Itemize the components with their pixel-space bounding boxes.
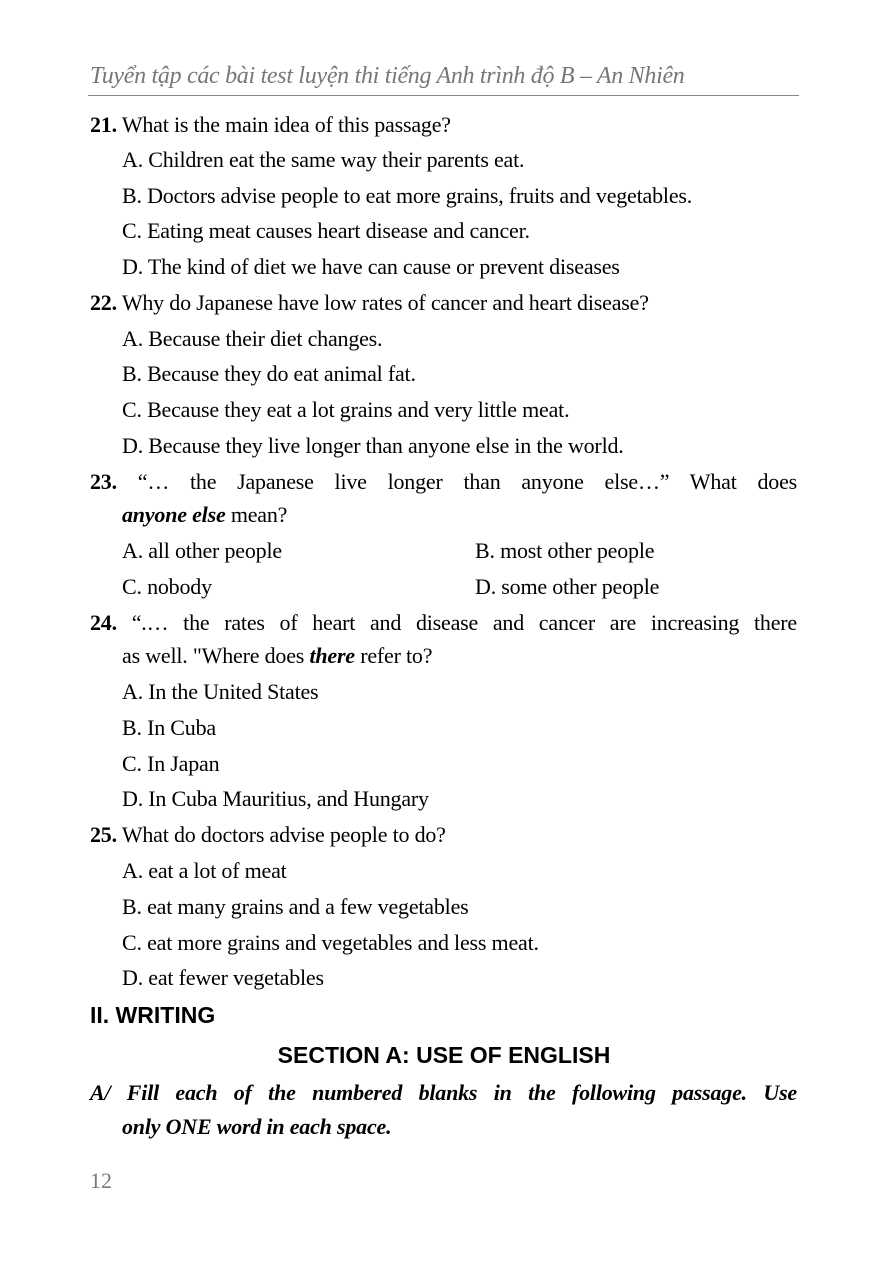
question-text: refer to? [354,643,433,668]
option: C. nobody [122,574,212,599]
option: C. Eating meat causes heart disease and cancer. [122,218,530,243]
question-text: Why do Japanese have low rates of cancer and heart disease? [121,290,649,315]
question-number: 22. [90,290,117,315]
option: A. Children eat the same way their parents eat. [122,147,525,172]
running-header: Tuyển tập các bài test luyện thi tiếng Anh trình độ B – An Nhiên [90,63,685,89]
question-23-continued [122,502,287,528]
question-number: 23. [90,469,117,494]
question-text: as well. "Where does [122,643,310,668]
option: B. In Cuba [122,715,216,740]
writing-heading: II. WRITING [90,1002,216,1028]
option: A. Because their diet changes. [122,326,383,351]
emphasis: there [309,643,355,668]
option: C. In Japan [122,751,220,776]
question-text: What do doctors advise people to do? [121,822,446,847]
option: C. Because they eat a lot grains and very little meat. [122,397,570,422]
question-text: What is the main idea of this passage? [121,112,451,137]
option: A. all other people [122,538,282,563]
section-heading: SECTION A: USE OF ENGLISH [277,1042,611,1068]
question-number: 21. [90,112,117,137]
option: B. Doctors advise people to eat more grains, fruits and vegetables. [122,183,693,208]
option: B. most other people [475,538,655,563]
option: A. In the United States [122,679,319,704]
question-number: 24. [90,610,117,635]
header-rule [88,95,799,96]
question-23 [90,469,797,495]
question-21 [90,112,451,138]
question-number: 25. [90,822,117,847]
option: D. In Cuba Mauritius, and Hungary [122,786,429,811]
option: B. Because they do eat animal fat. [122,361,416,386]
option: D. eat fewer vegetables [122,965,324,990]
question-text: mean? [225,502,288,527]
question-25 [90,822,446,848]
instruction-line-2: only ONE word in each space. [122,1114,392,1139]
emphasis: anyone else [122,502,226,527]
option: A. eat a lot of meat [122,858,287,883]
option: D. Because they live longer than anyone else in the world. [122,433,624,458]
option: B. eat many grains and a few vegetables [122,894,469,919]
option: C. eat more grains and vegetables and less meat. [122,930,539,955]
question-24-continued [122,643,432,669]
question-text: “… the Japanese live longer than anyone else…” What does [137,469,797,494]
instruction-line-1: A/ Fill each of the numbered blanks in the following passage. Use [90,1080,797,1105]
option: D. The kind of diet we have can cause or prevent diseases [122,254,620,279]
question-22 [90,290,649,316]
question-24 [90,610,797,636]
page-number: 12 [90,1168,112,1193]
option: D. some other people [475,574,660,599]
question-text: “.… the rates of heart and disease and cancer are increasing there [131,610,797,635]
